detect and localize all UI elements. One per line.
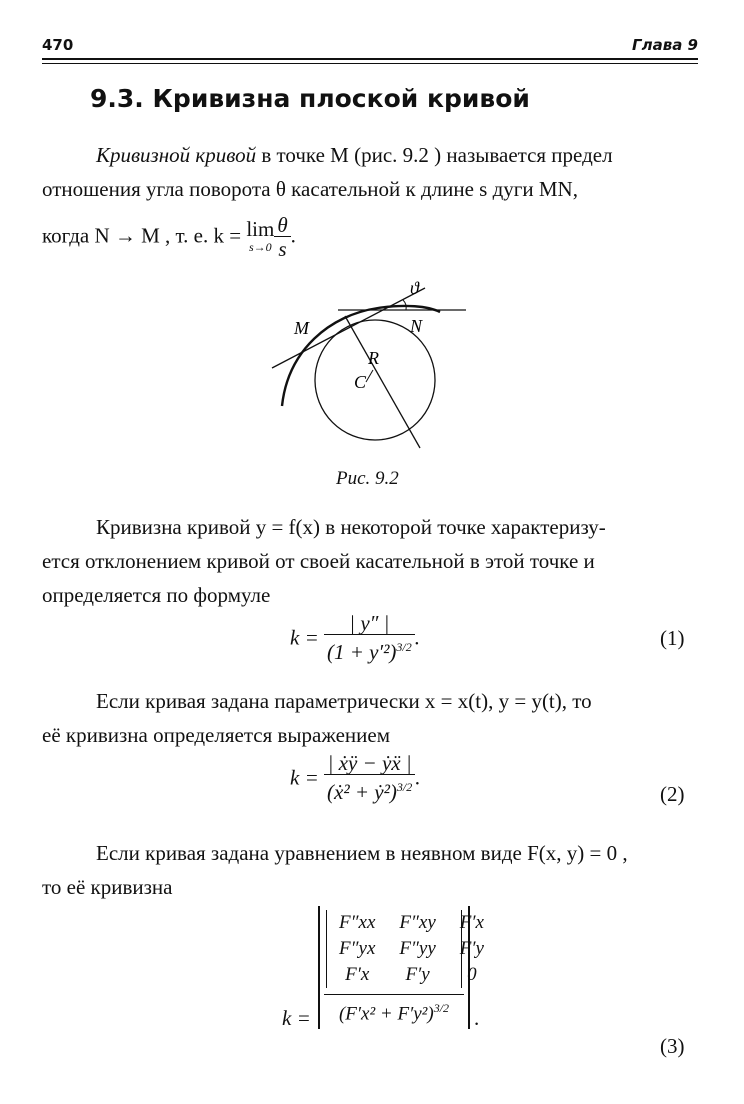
eq3-denominator: $(F'x^2 + F'y^2)^{3/2}$ <box>324 994 464 1025</box>
para4-line2: то её кривизна <box>42 875 173 899</box>
limit-operator: lim s→0 <box>246 216 275 254</box>
theta-over-s: $\frac{\theta}{s}$ <box>274 214 290 261</box>
eq3-determinant <box>326 910 484 988</box>
para1-line2: отношения угла поворота θ касательной к длине s дуги MN, <box>42 177 578 201</box>
det-cell: F″xx <box>339 912 376 933</box>
det-cell: F′x <box>345 964 370 985</box>
label-C: C <box>354 372 367 392</box>
eq1-fraction: $\frac{| y'' |}{(1 + y'^2)^{3/2}}$ <box>324 612 415 664</box>
para2-line2: ется отклонением кривой от своей касательной в этой точке и <box>42 549 595 573</box>
para1-line1-rest: в точке M (рис. 9.2 ) называется предел <box>256 143 613 167</box>
equation-1: k = $\frac{| y'' |}{(1 + y'^2)^{3/2}}$ . <box>290 611 420 664</box>
det-cell: F′x <box>459 912 484 933</box>
header-rule-thick <box>42 58 698 60</box>
equation-3 <box>318 906 484 1029</box>
det-cell: 0 <box>467 964 477 985</box>
det-cell: F″xy <box>399 912 436 933</box>
osculating-circle <box>315 320 435 440</box>
label-N: N <box>410 316 423 336</box>
det-cell: F′y <box>459 938 484 959</box>
radius-arrow <box>366 370 373 382</box>
eq3-period: . <box>474 1006 480 1030</box>
label-theta: ϑ <box>410 278 419 298</box>
para4-line1: Если кривая задана уравнением в неявном виде F(x, y) = 0 , <box>96 841 628 865</box>
para3-line2: её кривизна определяется выражением <box>42 723 390 747</box>
para3-line1: Если кривая задана параметрически x = x(t), y = y(t), то <box>96 689 592 713</box>
para1-line3-text: когда N → M , т. е. k = <box>42 223 247 248</box>
header-rule-thin <box>42 63 698 64</box>
det-cell: F″yx <box>339 938 376 959</box>
para2-line3: определяется по формуле <box>42 583 271 607</box>
section-title: 9.3. Кривизна плоской кривой <box>90 84 530 113</box>
det-cell: F′y <box>405 964 430 985</box>
eq3-outer-abs <box>318 906 484 1029</box>
figure-caption: Рис. 9.2 <box>336 468 399 489</box>
equation-number-2: (2) <box>660 782 685 806</box>
equation-2: k = $\frac{\text{| ẋÿ − ẏẍ |}}{(ẋ^2 + ẏ^2)^{3/2}}$ . <box>290 751 421 804</box>
para2-line1: Кривизна кривой y = f(x) в некоторой точке характеризу- <box>96 515 606 539</box>
para1-line1 <box>96 142 613 168</box>
eq2-fraction: $\frac{\text{| ẋÿ − ẏẍ |}}{(ẋ^2 + ẏ^2)^{3/2}}$ <box>324 752 415 804</box>
page-number: 470 <box>42 36 74 54</box>
label-R: R <box>368 348 379 368</box>
chapter-label: Глава 9 <box>632 36 698 54</box>
equation-number-3: (3) <box>660 1034 685 1058</box>
equation-number-1: (1) <box>660 626 685 650</box>
curvature-figure <box>260 270 480 460</box>
label-M: M <box>294 318 309 338</box>
equation-3-lhs: k = <box>282 1006 311 1030</box>
para1-line3: когда N → M , т. е. k = lim s→0 $\frac{\theta}{s}$ . <box>42 213 296 261</box>
term-italic: Кривизной кривой <box>96 143 257 167</box>
det-cell: F″yy <box>399 938 436 959</box>
